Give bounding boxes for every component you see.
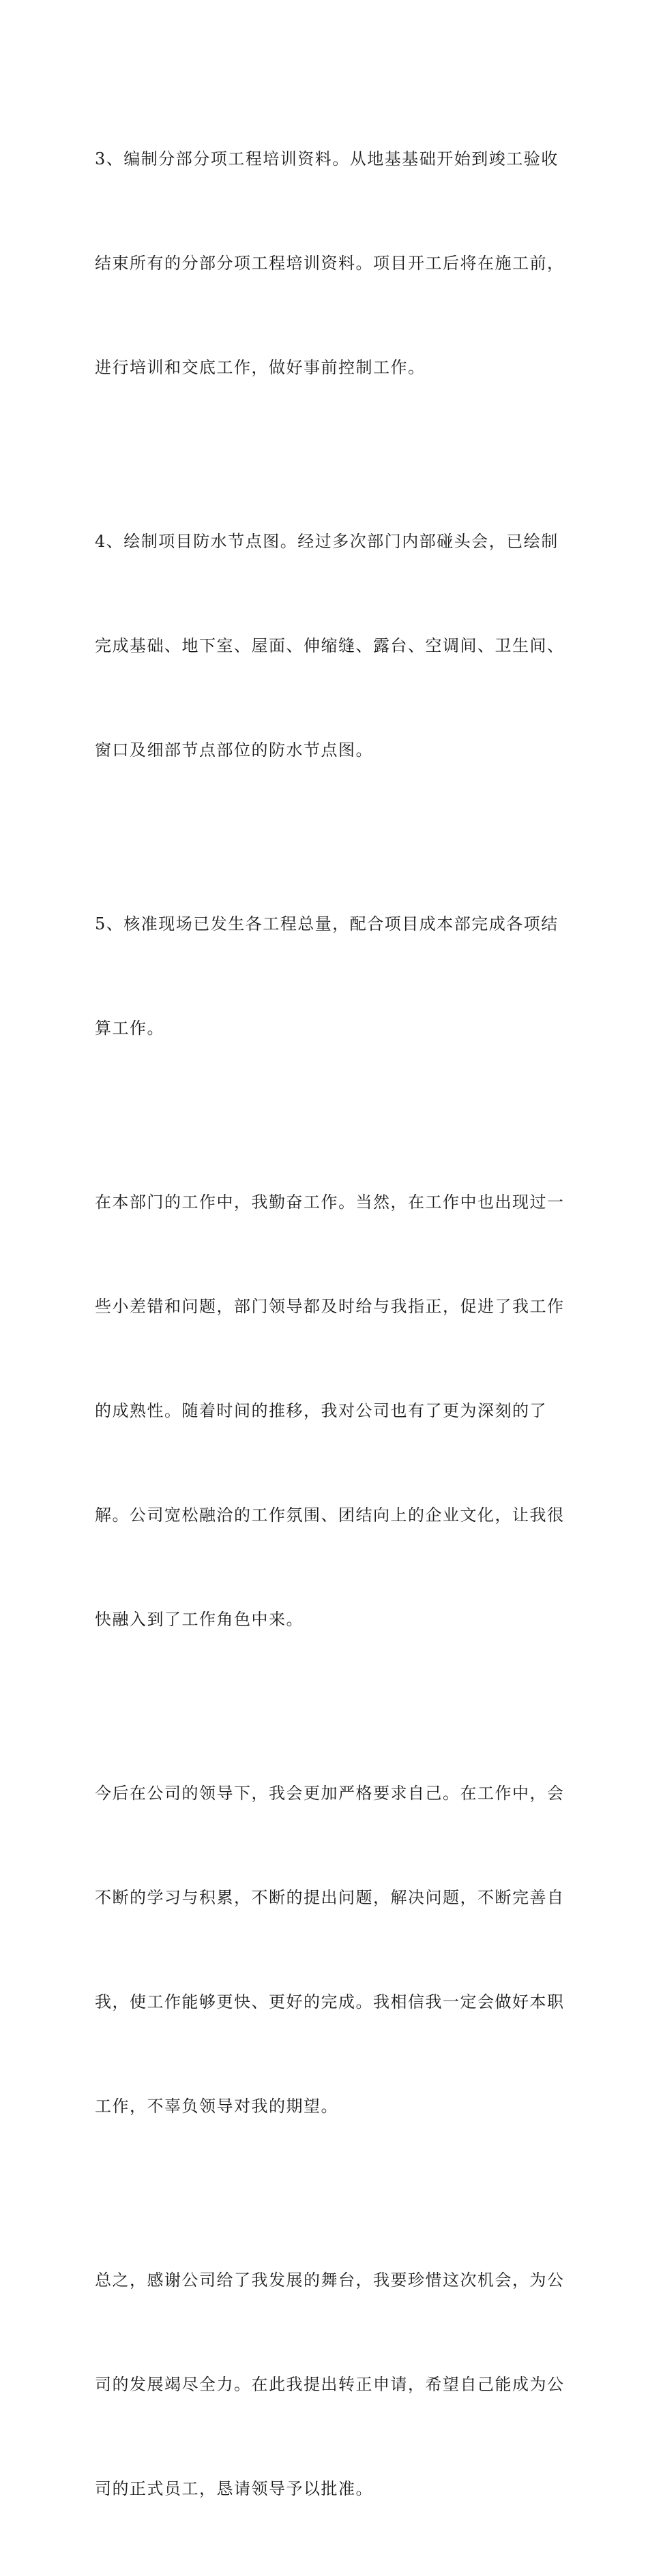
- text-line: 快融入到了工作角色中来。: [95, 1610, 304, 1629]
- text-line: 我，使工作能够更快、更好的完成。我相信我一定会做好本职: [95, 1992, 565, 2011]
- text-line: 解。公司宽松融洽的工作氛围、团结向上的企业文化，让我很: [95, 1506, 565, 1525]
- text-line: 在本部门的工作中，我勤奋工作。当然，在工作中也出现过一: [95, 1193, 565, 1212]
- text-line: 4、绘制项目防水节点图。经过多次部门内部碰头会，已绘制: [95, 532, 559, 551]
- text-line: 进行培训和交底工作，做好事前控制工作。: [95, 358, 426, 377]
- text-line: 今后在公司的领导下，我会更加严格要求自己。在工作中，会: [95, 1784, 565, 1803]
- paragraph-item-5: [95, 837, 559, 1115]
- document-body: [95, 72, 565, 2576]
- text-line: 5、核准现场已发生各工程总量，配合项目成本部完成各项结: [95, 914, 559, 933]
- text-line: 司的发展竭尽全力。在此我提出转正申请，希望自己能成为公: [95, 2375, 565, 2394]
- text-line: 窗口及细部节点部位的防水节点图。: [95, 740, 373, 760]
- text-line: 算工作。: [95, 1019, 164, 1038]
- text-line: 工作，不辜负领导对我的期望。: [95, 2097, 338, 2116]
- paragraph-conclusion: [95, 2193, 565, 2576]
- text-line: 完成基础、地下室、屋面、伸缩缝、露台、空调间、卫生间、: [95, 636, 565, 655]
- text-line: 的成熟性。随着时间的推移，我对公司也有了更为深刻的了: [95, 1401, 547, 1420]
- paragraph-work-experience: [95, 1115, 565, 1707]
- text-line: 司的正式员工，恳请领导予以批准。: [95, 2479, 373, 2498]
- text-line: 总之，感谢公司给了我发展的舞台，我要珍惜这次机会，为公: [95, 2271, 565, 2290]
- paragraph-future-plans: [95, 1707, 565, 2193]
- text-line: 3、编制分部分项工程培训资料。从地基基础开始到竣工验收: [95, 149, 559, 168]
- paragraph-item-4: [95, 455, 565, 837]
- text-line: 些小差错和问题，部门领导都及时给与我指正，促进了我工作: [95, 1297, 565, 1316]
- text-line: 结束所有的分部分项工程培训资料。项目开工后将在施工前，: [95, 254, 565, 273]
- paragraph-item-3: [95, 72, 565, 455]
- text-line: 不断的学习与积累，不断的提出问题，解决问题，不断完善自: [95, 1888, 565, 1907]
